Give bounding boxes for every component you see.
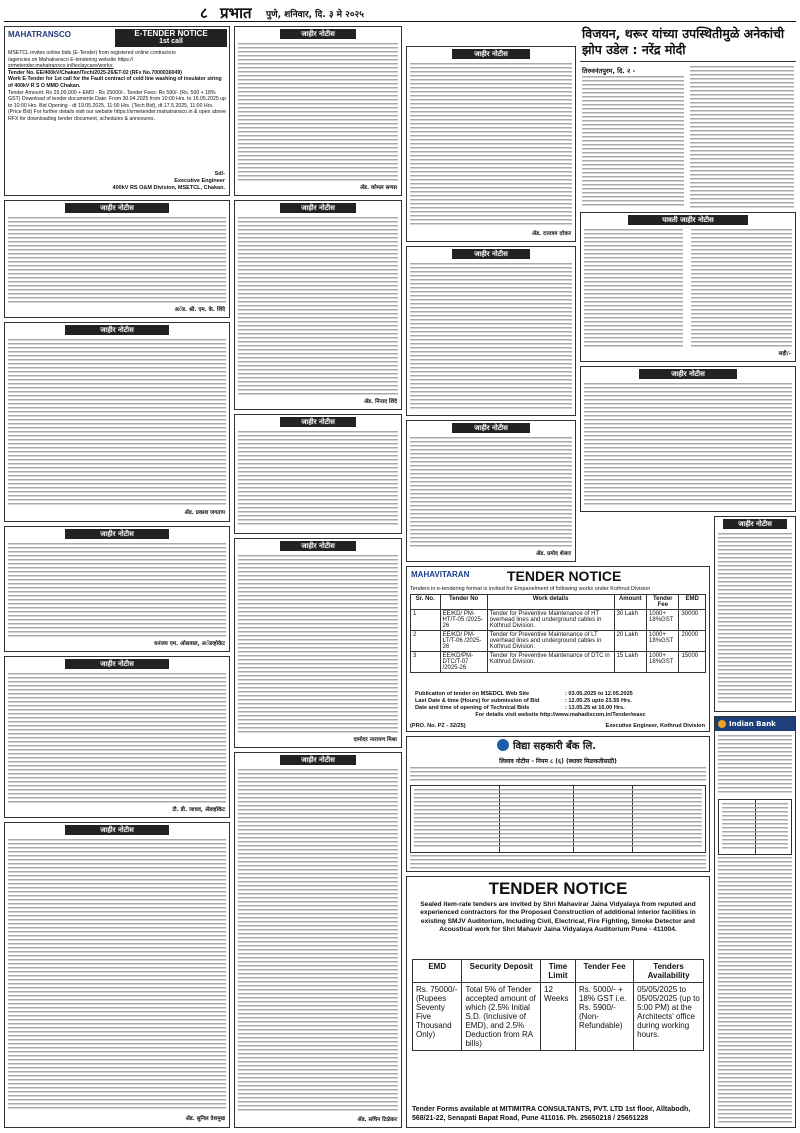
public-notice-c2-1 [234,26,402,196]
tender-table [410,594,706,673]
smjv-tender-table [412,959,704,1051]
article-rule [580,61,796,62]
sig-line: 400kV RS O&M Division, MSETCL, Chakan. [112,185,225,191]
notice-signatory: ॲड. निनाद शिंदे [363,399,397,405]
public-notice-c3-2 [406,246,576,416]
cell-tender-no: EE/KD/ PM-LT/T-06 /2025-26 [440,631,487,652]
cell-amount: 15 Lakh [614,652,646,673]
tender-notes [415,691,706,719]
bank-auction-notice [406,736,710,872]
notice-title: जाहीर नोटीस [280,29,356,39]
cell-availability: 05/05/2025 to 05/05/2025 (up to 5:00 PM) at the Architects' office during working hours. [634,983,704,1051]
notice-title: जाहीर नोटीस [280,755,356,765]
note-value: : 03.05.2025 to 12.05.2025 [565,691,633,697]
table-header-row [411,595,706,610]
notice-signatory: ॲड. प्रकाश जगताप [184,510,225,516]
cell-fee: 1000+ 18%GST [647,610,679,631]
notice-signatory: ॲड. प्रमोद शेलार [536,551,571,557]
table-header-row [413,960,704,983]
sig-line: Executive Engineer [174,178,225,184]
tender-website[interactable]: For details visit website http://www.mahadiscom.in/Tender/wasc [475,712,646,718]
dateline: पुणे, शनिवार, दि. ३ मे २०२५ [266,10,364,20]
column-header: EMD [679,595,706,610]
public-notice-c1-1 [4,200,230,318]
public-notice-c1-3 [4,526,230,652]
news-article [580,26,796,208]
note-line [415,691,706,698]
body-line: MSETCL invites online bids (E-Tender) from registered online contractors [8,50,176,56]
public-notice-c3-3 [406,420,576,562]
sig-line: Sd/- [214,171,225,177]
cell-sr: 2 [411,631,441,652]
page-number: ८ [200,4,208,22]
column-header: Tender Fee [575,960,633,983]
note-label: Last Date & time (Hours) for submission of Bid [415,698,540,704]
public-notice-c4-3 [714,516,796,712]
table-row [411,631,706,652]
masthead [4,2,796,22]
tender-title: TENDER NOTICE [507,568,622,584]
cell-amount: 20 Lakh [614,631,646,652]
public-notice-c2-4 [234,538,402,748]
mahatransco-logo: MAHATRANSCO [8,30,71,39]
cell-tender-fee: Rs. 5000/- + 18% GST i.e. Rs. 5900/- (Non-Refundable) [575,983,633,1051]
column-header: EMD [413,960,462,983]
notice-signatory: ॲड. सुनिल देशमुख [185,1116,225,1122]
indian-bank-notice [714,716,796,1128]
cell-emd: 30000 [679,610,706,631]
table-row [411,610,706,631]
property-table [410,785,706,853]
pro-number: (PRO. No. PZ - 32/25) [410,723,466,729]
article-headline: विजयन, थरूर यांच्या उपस्थितीमुळे अनेकांची झोप उडेल : नरेंद्र मोदी [582,26,785,57]
indian-bank-header [715,717,795,731]
column-header: Time Limit [541,960,576,983]
cell-fee: 1000+ 18%GST [647,631,679,652]
masthead-rule [4,21,796,22]
notice-title: जाहीर नोटीस [65,203,168,213]
table-row [413,983,704,1051]
column-header: Tenders Availability [634,960,704,983]
cell-time-limit: 12 Weeks [541,983,576,1051]
cell-security-deposit: Total 5% of Tender accepted amount of which (2.5% Initial S.D. (Inclusive of EMD), and 2.5% Deduction from RA bills) [462,983,541,1051]
tender-intro: Tenders in e-tendering format is invited for Empanelment of following works under Kothrud Division [410,586,651,592]
notice-signatory: अॅड. श्री. एम. के. शिंदे [174,307,225,313]
cell-tender-no: EE/KD/PM-DTC/T-07 /2025-26 [440,652,487,673]
cell-amount: 30 Lakh [614,610,646,631]
notice-title: जाहीर नोटीस [639,369,737,379]
cell-work: Tender for Preventive Maintenance of LT overhead lines and underground cables in Kothrud Division. [487,631,614,652]
cell-emd: 15000 [679,652,706,673]
notice-title: जाहीर नोटीस [280,541,356,551]
public-notice-c2-2 [234,200,402,410]
column-header: Sr. No. [411,595,441,610]
notice-title: जाहीर नोटीस [65,325,168,335]
smjv-tender-intro: Sealed item-rate tenders are invited by Shri Mahavirar Jaina Vidyalaya from reputed and experienced contractors for the Proposed Construction of additional interior facilities in existing SMJV Auditorium, Including Civil, Electrical, Fire Fighting, Smoke Detector and Acoustical work for Shri Mahavir Jaina Vidyalaya Auditorium Pune - 411004. [420,901,696,934]
bank-logo-icon [497,739,509,751]
note-label: Date and time of opening of Technical Bids [415,705,530,711]
cell-emd: Rs. 75000/- (Rupees Seventy Five Thousand Only) [413,983,462,1051]
etender-banner-call: 1st call [159,38,183,45]
public-notice-c1-2 [4,322,230,522]
indian-bank-table [718,799,792,855]
notice-signatory: धनंजय एम. ओसवाल, अॅडव्होकेट [154,641,225,647]
article-dateline: तिरुवनंतपुरम, दि. २ - [582,67,636,75]
indian-bank-logo-icon [718,720,726,728]
mahatransco-signature [113,171,225,192]
column-header: Work details [487,595,614,610]
note-line [415,705,706,712]
notice-title: जाहीर नोटीस [723,519,787,529]
body-line: Tender Amount: Rs 25,00,000 + EMD - Rs 25000/-. Tender Fees: Rs 590/- (Rs. 500 + 18% GST) Download of tender documents Date: From 30.04.2025 from 10:00 Hrs. to 16.05.2025 up to 10:00 Hrs. Bid Opening - dt 19.05.2025, 11:00 Hrs. (Tech Bid), dt.17.5.2025, 11:00 Hrs. (Price Bid) For further details visit our website https://srmetender.mahatransco.in & open above RFX for downloading tender document, schedules & annexures. [8,89,226,122]
column-header: Tender Fee [647,595,679,610]
mahavitaran-tender-notice [406,566,710,732]
notice-title: जाहीर नोटीस [65,529,168,539]
bank-subtitle: लिलाव नोटीस - नियम ८ (६) (स्थावर मिळकतीसाठी) [499,758,617,765]
notice-title: जाहीर नोटीस [452,423,529,433]
notice-signatory: ॲड. सचिन टिळेकर [357,1117,397,1123]
notice-signatory: ॲड. दत्तात्रय दरेकर [531,231,571,237]
notice-title: जाहीर नोटीस [452,49,529,59]
column-header: Tender No [440,595,487,610]
public-notice-c2-3 [234,414,402,534]
column-header: Amount [614,595,646,610]
receipt-public-notice [580,212,796,362]
public-notice-c4-2 [580,366,796,512]
body-line: Work E-Tender for 1st call for the Fault contract of cold line washing of insulator string of 400kV R S O MMD Chakan. [8,76,222,89]
table-row [411,652,706,673]
etender-banner [115,29,227,47]
bank-name: विद्या सहकारी बँक लि. [513,741,597,752]
notice-title: जाहीर नोटीस [452,249,529,259]
smjv-tender-title: TENDER NOTICE [488,879,628,898]
etender-banner-title: E-TENDER NOTICE [134,29,208,38]
paper-name: प्रभात [220,4,252,22]
cell-tender-no: EE/KD/ PM-HT/T-05 /2025-26 [440,610,487,631]
cell-emd: 20000 [679,631,706,652]
note-value: : 13.05.25 at 16.00 Hrs. [565,705,625,711]
public-notice-c3-1 [406,46,576,242]
issuing-office: Executive Engineer, Kothrud Division [605,723,705,729]
note-label: Publication of tender on MSEDCL Web Site [415,691,530,697]
cell-sr: 1 [411,610,441,631]
body-line: srmetender.mahatransco.in/lteclaycare/works: [8,63,114,70]
note-value: : 12.05.25 upto 23.55 Hrs. [565,698,632,704]
body-line: /agencies on Mahatransco E-tendering website https:// [8,56,134,63]
cell-work: Tender for Preventive Maintenance of DTC in Kothrud Division. [487,652,614,673]
public-notice-c2-5 [234,752,402,1128]
notice-title: जाहीर नोटीस [65,659,168,669]
mahatransco-etender-notice [4,26,230,196]
notice-signatory: दामोदर नारायण मिश्रा [353,737,397,743]
notice-signatory: ॲड. कोमल सणस [359,185,397,191]
public-notice-c1-4 [4,656,230,818]
cell-sr: 3 [411,652,441,673]
cell-work: Tender for Preventive Maintenance of HT overhead lines and underground cables in Kothrud Division. [487,610,614,631]
indian-bank-name: Indian Bank [729,720,776,728]
notice-signatory: टी. डी. जाधव, ॲडव्होकेट [172,807,225,813]
public-notice-c1-5 [4,822,230,1128]
tender-number: Tender No. EE/400kV/Chakan/Tech/2025-26/ET-02 (RFx No.7000036049) [8,69,182,76]
notice-title: पावती जाहीर नोटीस [628,215,748,225]
smjv-tender-footer: Tender Forms available at MITIMITRA CONSULTANTS, PVT. LTD 1st floor, Alltabodh, 568/21-22, Senapati Bapat Road, Pune 411016. Ph. 25650218 / 25651228 [412,1106,691,1122]
notice-title: जाहीर नोटीस [280,203,356,213]
notice-title: जाहीर नोटीस [65,825,168,835]
notice-title: जाहीर नोटीस [280,417,356,427]
column-header: Security Deposit [462,960,541,983]
note-line [415,698,706,705]
mahavitaran-logo: MAHAVITARAN [411,570,470,579]
notice-signature: सही/- [778,351,791,357]
mahatransco-body [8,50,226,123]
cell-fee: 1000+ 18%GST [647,652,679,673]
smjv-tender-notice [406,876,710,1128]
